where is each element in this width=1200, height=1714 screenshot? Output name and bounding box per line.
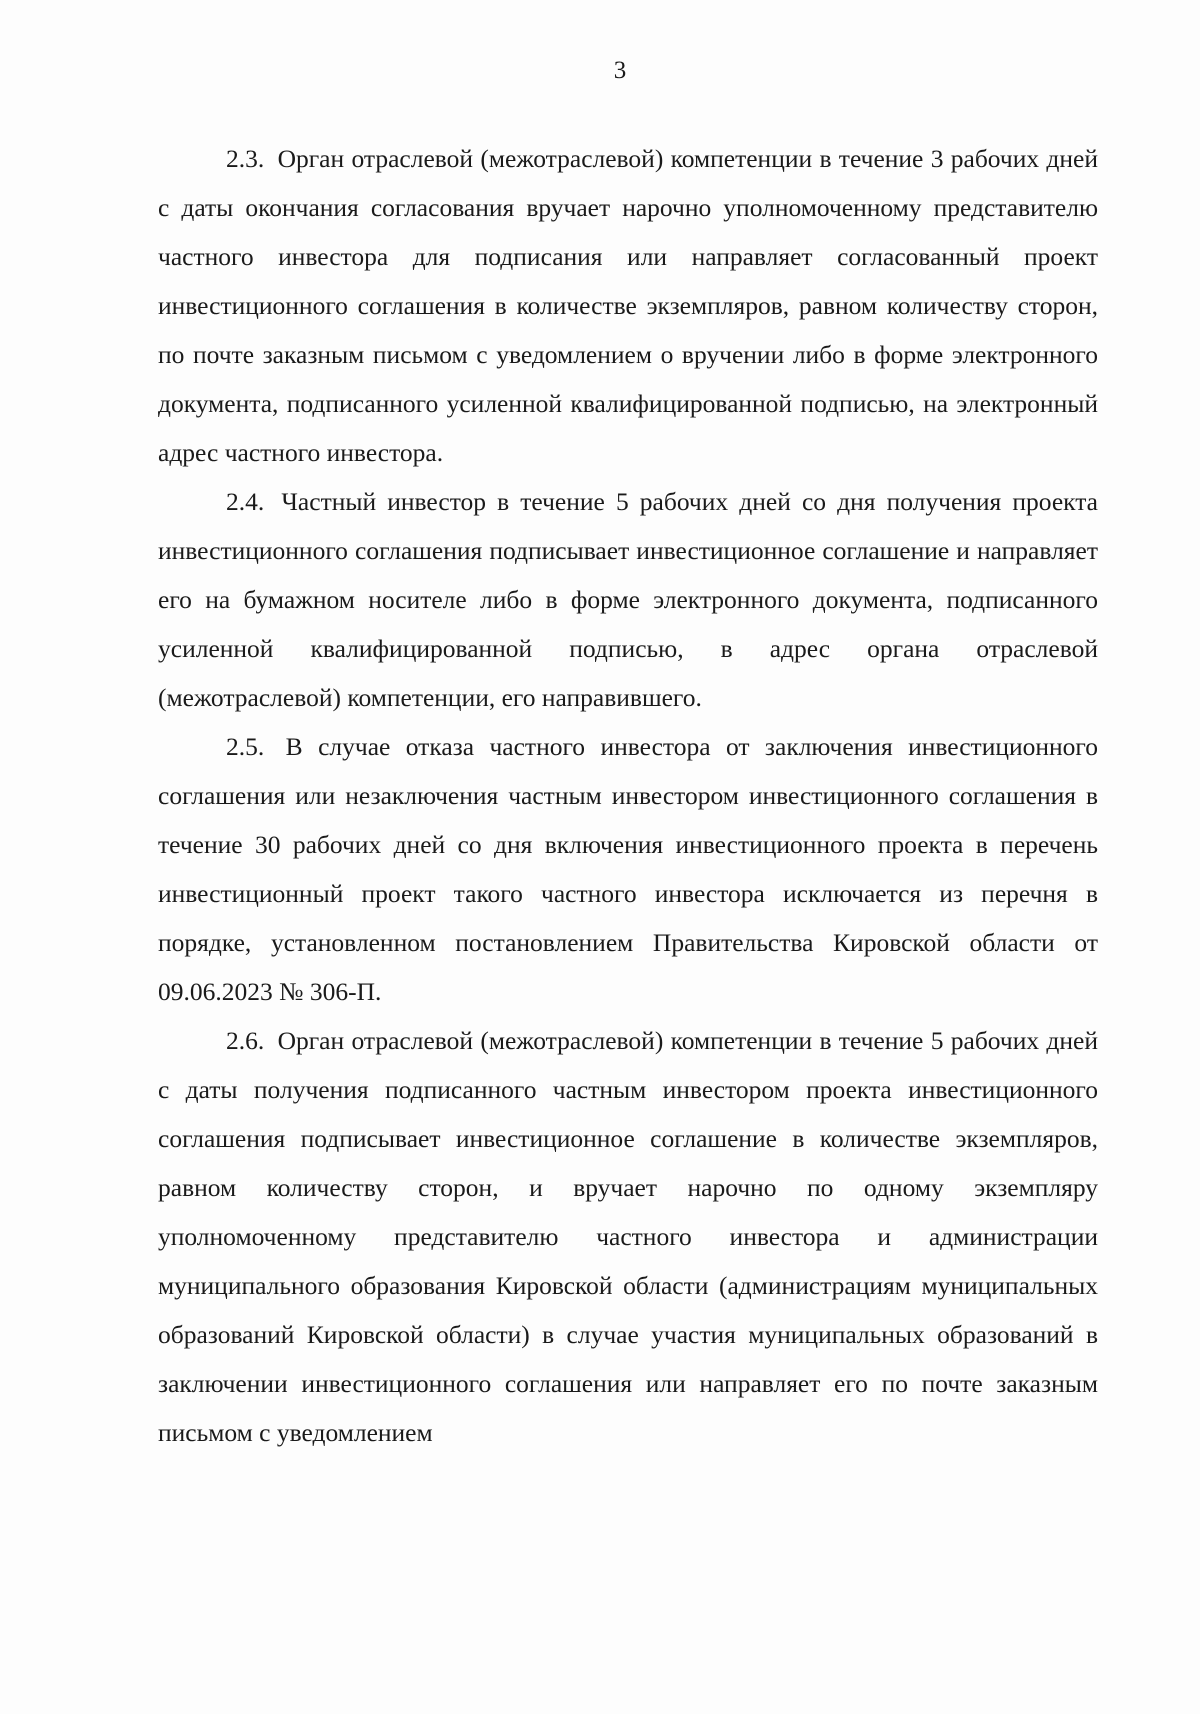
page-number: 3 [613, 57, 627, 84]
paragraph-2-6 [158, 1016, 1098, 1457]
paragraph-2-4 [158, 477, 1098, 722]
document-body [158, 134, 1098, 1457]
paragraph-text: Орган отраслевой (межотраслевой) компетенции в течение 3 рабочих дней с даты окончания согласования вручает нарочно уполномоченному представителю частного инвестора для подписания или направляет согласованный проект инвестиционного соглашения в количестве экземпляров, равном количеству сторон, по почте заказным письмом с уведомлением о вручении либо в форме электронного документа, подписанного усиленной квалифицированной подписью, на электронный адрес частного инвестора. [158, 144, 1098, 467]
paragraph-2-3 [158, 134, 1098, 477]
paragraph-number: 2.5. [226, 732, 265, 761]
paragraph-text: Частный инвестор в течение 5 рабочих дней со дня получения проекта инвестиционного соглашения подписывает инвестиционное соглашение и направляет его на бумажном носителе либо в форме электронного документа, подписанного усиленной квалифицированной подписью, в адрес органа отраслевой (межотраслевой) компетенции, его направившего. [158, 487, 1098, 712]
paragraph-2-5 [158, 722, 1098, 1016]
paragraph-text: Орган отраслевой (межотраслевой) компетенции в течение 5 рабочих дней с даты получения подписанного частным инвестором проекта инвестиционного соглашения подписывает инвестиционное соглашение в количестве экземпляров, равном количеству сторон, и вручает нарочно по одному экземпляру уполномоченному представителю частного инвестора и администрации муниципального образования Кировской области (администрациям муниципальных образований Кировской области) в случае участия муниципальных образований в заключении инвестиционного соглашения или направляет его по почте заказным письмом с уведомлением [158, 1026, 1098, 1447]
paragraph-number: 2.4. [226, 487, 265, 516]
paragraph-number: 2.6. [226, 1026, 265, 1055]
paragraph-number: 2.3. [226, 144, 265, 173]
paragraph-text: В случае отказа частного инвестора от заключения инвестиционного соглашения или незаключения частным инвестором инвестиционного соглашения в течение 30 рабочих дней со дня включения инвестиционного проекта в перечень инвестиционный проект такого частного инвестора исключается из перечня в порядке, установленном постановлением Правительства Кировской области от 09.06.2023 № 306-П. [158, 732, 1098, 1006]
